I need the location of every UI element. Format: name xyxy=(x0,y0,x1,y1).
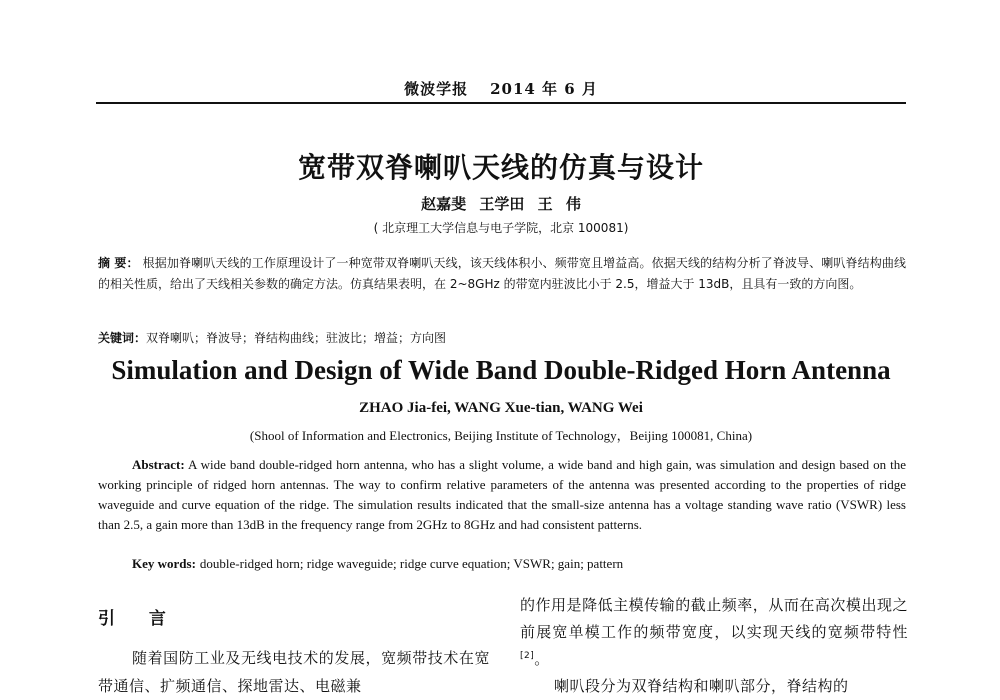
chinese-title: 宽带双脊喇叭天线的仿真与设计 xyxy=(297,151,704,184)
english-keywords-label: Key words: xyxy=(132,556,196,571)
section-heading-introduction: 引 言 xyxy=(98,609,180,629)
citation-ref: [2] xyxy=(520,651,535,661)
header-rule xyxy=(96,102,906,104)
english-abstract-text: A wide band double-ridged horn antenna, who has a slight volume, a wide band and high gain, was simulation and design based on the working principle of ridged horn antennas. The way to confirm relative parameters of the antenna was presented according to the properties of ridge waveguide and curve equation of the ridge. The simulation results indicated that the small-size antenna has a voltage standing wave ratio (VSWR) less than 2.5, a gain more than 13dB in the frequency range from 2GHz to 8GHz and had consistent patterns. xyxy=(98,457,906,532)
english-keywords-text: double-ridged horn; ridge waveguide; ridge curve equation; VSWR; gain; pattern xyxy=(199,556,624,571)
introduction-paragraph: 随着国防工业及无线电技术的发展，宽频带技术在宽带通信、扩频通信、探地雷达、电磁兼 xyxy=(98,649,490,695)
journal-name: 微波学报 xyxy=(404,80,469,98)
chinese-keywords-label: 关键词： xyxy=(98,331,147,345)
right-paragraph-1-text: 的作用是降低主模传输的截止频率，从而在高次模出现之前展宽单模工作的频带宽度，以实现天线的宽频带特性 xyxy=(520,596,908,641)
chinese-abstract-label: 摘 要： xyxy=(98,256,139,270)
chinese-abstract-text: 根据加脊喇叭天线的工作原理设计了一种宽带双脊喇叭天线，该天线体积小、频带宽且增益高。依据天线的结构分析了脊波导、喇叭脊结构曲线的相关性质，给出了天线相关参数的确定方法。仿真结果表明，在 2~8GHz 的带宽内驻波比小于 2.5，增益大于 13dB，且具有一致的方向图。 xyxy=(98,256,906,291)
right-paragraph-1 xyxy=(520,592,908,673)
right-column xyxy=(520,592,908,700)
english-keywords xyxy=(132,555,906,573)
english-abstract xyxy=(98,455,906,535)
english-affiliation: (Shool of Information and Electronics, Beijing Institute of Technology，Beijing 100081, China) xyxy=(249,428,753,443)
english-authors: ZHAO Jia-fei, WANG Xue-tian, WANG Wei xyxy=(359,400,643,416)
chinese-keywords xyxy=(98,329,906,347)
chinese-authors: 赵嘉斐 王学田 王 伟 xyxy=(421,195,581,213)
chinese-affiliation: ( 北京理工大学信息与电子学院，北京 100081) xyxy=(373,221,629,235)
issue-date: 2014 年 6 月 xyxy=(490,80,598,98)
english-abstract-label: Abstract: xyxy=(132,457,185,472)
running-header xyxy=(96,78,906,99)
chinese-keywords-text: 双脊喇叭；脊波导；脊结构曲线；驻波比；增益；方向图 xyxy=(146,331,447,345)
right-paragraph-1-end: 。 xyxy=(534,650,550,668)
left-column xyxy=(98,600,490,700)
chinese-abstract xyxy=(98,253,906,295)
right-paragraph-2: 喇叭段分为双脊结构和喇叭部分，脊结构的 xyxy=(554,677,849,695)
english-title: Simulation and Design of Wide Band Double-Ridged Horn Antenna xyxy=(111,355,891,385)
